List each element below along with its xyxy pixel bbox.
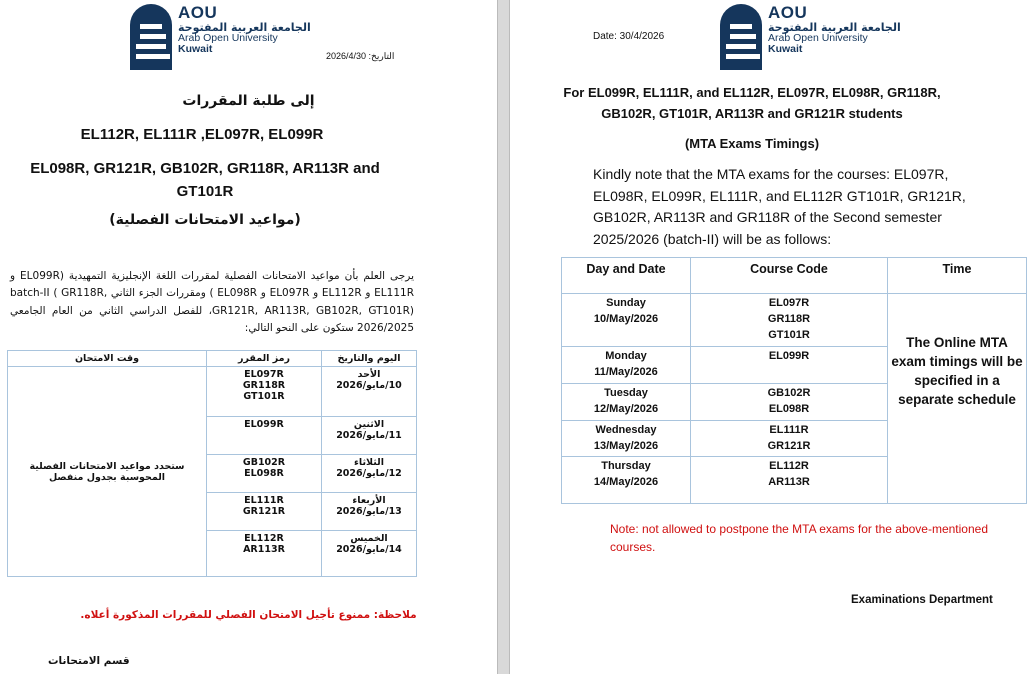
row-codes: EL099R — [691, 346, 888, 383]
aou-logo — [720, 4, 901, 70]
table-row — [8, 367, 417, 417]
heading-line-2: GB102R, GT101R, AR113R and GR121R students — [601, 106, 903, 121]
header-time: Time — [888, 258, 1027, 294]
logo-branch: Kuwait — [768, 43, 803, 56]
subject-title: (مواعيد الامتحانات الفصلية) — [109, 212, 301, 228]
postpone-note: ملاحظة: ممنوع تأجيل الامتحان الفصلي للمقررات المذكورة أعلاه. — [80, 609, 417, 621]
aou-logo-mark-icon — [130, 4, 172, 70]
row-codes: EL111R GR121R — [691, 420, 888, 457]
header-exam-time: وقت الامتحان — [8, 351, 207, 367]
subject-title: (MTA Exams Timings) — [684, 136, 820, 151]
row-day-date: Monday 11/May/2026 — [562, 346, 691, 383]
time-note: The Online MTA exam timings will be specified in a separate schedule — [888, 294, 1027, 504]
courses-line-3: GT101R — [176, 183, 234, 200]
postpone-note: Note: not allowed to postpone the MTA exams for the above-mentioned courses. — [610, 522, 988, 554]
logo-english-name: Arab Open University — [768, 32, 868, 45]
logo-arabic-name: الجامعة العربية المفتوحة — [768, 20, 901, 34]
header-day-date: اليوم والتاريخ — [322, 351, 417, 367]
page-gutter — [497, 0, 510, 674]
heading-line-1: For EL099R, EL111R, and EL112R, EL097R, EL098R, GR118R, — [563, 85, 941, 100]
table-row — [562, 294, 1027, 347]
row-codes: EL111R GR121R — [207, 493, 322, 531]
row-day-date: الأحد 10/مايو/2026 — [322, 367, 417, 417]
row-day-date: Thursday 14/May/2026 — [562, 457, 691, 504]
intro-paragraph: Kindly note that the MTA exams for the courses: EL097R, EL098R, EL099R, EL111R, and EL112R GT101R, GR121R, GB102R, AR113R and GR118R of the Second semester 2025/2026 (batch-II) will be as follows: — [593, 166, 966, 248]
header-course-code: رمز المقرر — [207, 351, 322, 367]
row-codes: EL097R GR118R GT101R — [207, 367, 322, 417]
row-day-date: Tuesday 12/May/2026 — [562, 383, 691, 420]
aou-logo — [130, 4, 311, 70]
examinations-department: Examinations Department — [851, 594, 993, 606]
row-codes: GB102R EL098R — [207, 455, 322, 493]
english-page — [510, 0, 1031, 674]
intro-paragraph: يرجى العلم بأن مواعيد الامتحانات الفصلية لمقررات اللغة الإنجليزية التمهيدية (EL099R و EL111R و EL112R و EL097R و EL098R ) ومقررات الجزء الثاني batch-II ( GR118R, GR121R, AR113R, GB102R, GT101R)، للفصل الدراسي الثاني من العام الجامعي 2026/2025 ستكون على النحو التالي: — [10, 270, 414, 334]
exam-schedule-table-ar — [7, 350, 417, 577]
recipients-title: إلى طلبة المقررات — [182, 93, 315, 109]
row-codes: EL112R AR113R — [207, 531, 322, 577]
row-day-date: الخميس 14/مايو/2026 — [322, 531, 417, 577]
row-codes: EL112R AR113R — [691, 457, 888, 504]
examinations-department: قسم الامتحانات — [48, 655, 130, 667]
logo-branch: Kuwait — [178, 43, 213, 56]
header-day-date: Day and Date — [562, 258, 691, 294]
courses-line-2: EL098R, GR121R, GB102R, GR118R, AR113R and — [30, 160, 380, 177]
courses-line-1: EL112R, EL111R ,EL097R, EL099R — [80, 126, 324, 143]
table-header-row — [8, 351, 417, 367]
row-day-date: الاثنين 11/مايو/2026 — [322, 417, 417, 455]
exam-schedule-table-en — [561, 257, 1027, 504]
aou-logo-mark-icon — [720, 4, 762, 70]
row-codes: EL099R — [207, 417, 322, 455]
date-label: Date: 30/4/2026 — [593, 31, 665, 42]
date-label: التاريخ: 2026/4/30 — [326, 51, 395, 61]
logo-english-name: Arab Open University — [178, 32, 278, 45]
row-day-date: الأربعاء 13/مايو/2026 — [322, 493, 417, 531]
logo-arabic-name: الجامعة العربية المفتوحة — [178, 20, 311, 34]
row-codes: EL097R GR118R GT101R — [691, 294, 888, 347]
table-header-row — [562, 258, 1027, 294]
row-day-date: الثلاثاء 12/مايو/2026 — [322, 455, 417, 493]
logo-abbr: AOU — [178, 3, 218, 22]
row-day-date: Wednesday 13/May/2026 — [562, 420, 691, 457]
header-course-code: Course Code — [691, 258, 888, 294]
exam-time-note: ستحدد مواعيد الامتحانات الفصلية المحوسبة بجدول منفصل — [8, 367, 207, 577]
row-day-date: Sunday 10/May/2026 — [562, 294, 691, 347]
logo-abbr: AOU — [768, 3, 808, 22]
arabic-page — [0, 0, 497, 674]
row-codes: GB102R EL098R — [691, 383, 888, 420]
